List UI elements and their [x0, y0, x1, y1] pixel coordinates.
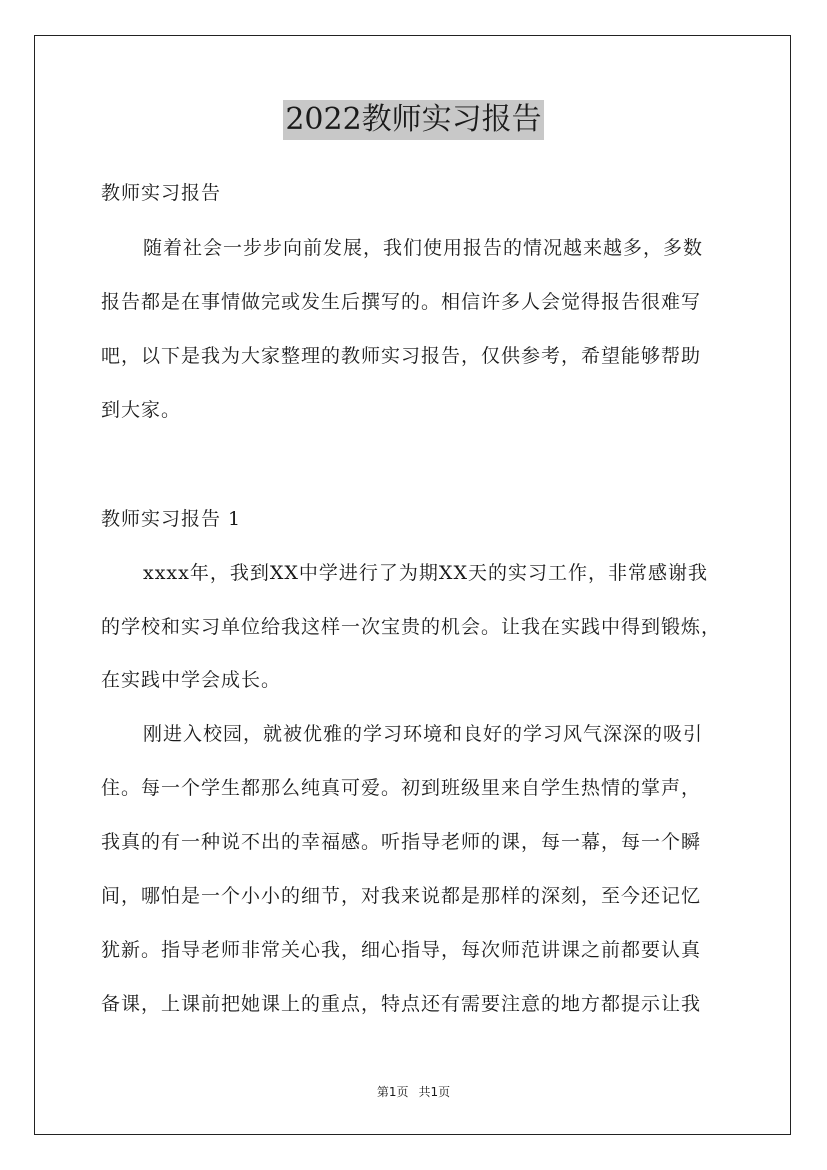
page-number: 第1页 [376, 1085, 409, 1099]
section1-line: xxxx年，我到XX中学进行了为期XX天的实习工作，非常感谢我 [143, 562, 708, 584]
intro-line: 随着社会一步步向前发展，我们使用报告的情况越来越多，多数 [143, 237, 704, 259]
section1-heading: 教师实习报告 1 [101, 508, 242, 530]
title-wrap [0, 100, 827, 140]
section1-line: 犹新。指导老师非常关心我，细心指导，每次师范讲课之前都要认真 [101, 939, 702, 961]
page-total: 共1页 [418, 1085, 451, 1099]
section1-line: 间，哪怕是一个小小的细节，对我来说都是那样的深刻，至今还记忆 [101, 885, 702, 907]
section1-line: 的学校和实习单位给我这样一次宝贵的机会。让我在实践中得到锻炼， [101, 616, 722, 638]
intro-line: 吧，以下是我为大家整理的教师实习报告，仅供参考，希望能够帮助 [101, 345, 702, 367]
page-footer [0, 1084, 827, 1100]
section1-line: 在实践中学会成长。 [101, 669, 282, 691]
intro-line: 到大家。 [101, 399, 182, 421]
section1-line: 备课，上课前把她课上的重点，特点还有需要注意的地方都提示让我 [101, 993, 702, 1015]
intro-line: 报告都是在事情做完或发生后撰写的。相信许多人会觉得报告很难写 [101, 291, 702, 313]
intro-heading: 教师实习报告 [101, 182, 222, 204]
section1-line: 我真的有一种说不出的幸福感。听指导老师的课，每一幕，每一个瞬 [101, 831, 702, 853]
section1-line: 刚进入校园，就被优雅的学习环境和良好的学习风气深深的吸引 [143, 723, 704, 745]
document-title: 2022教师实习报告 [283, 100, 543, 140]
section1-line: 住。每一个学生都那么纯真可爱。初到班级里来自学生热情的掌声， [101, 777, 702, 799]
